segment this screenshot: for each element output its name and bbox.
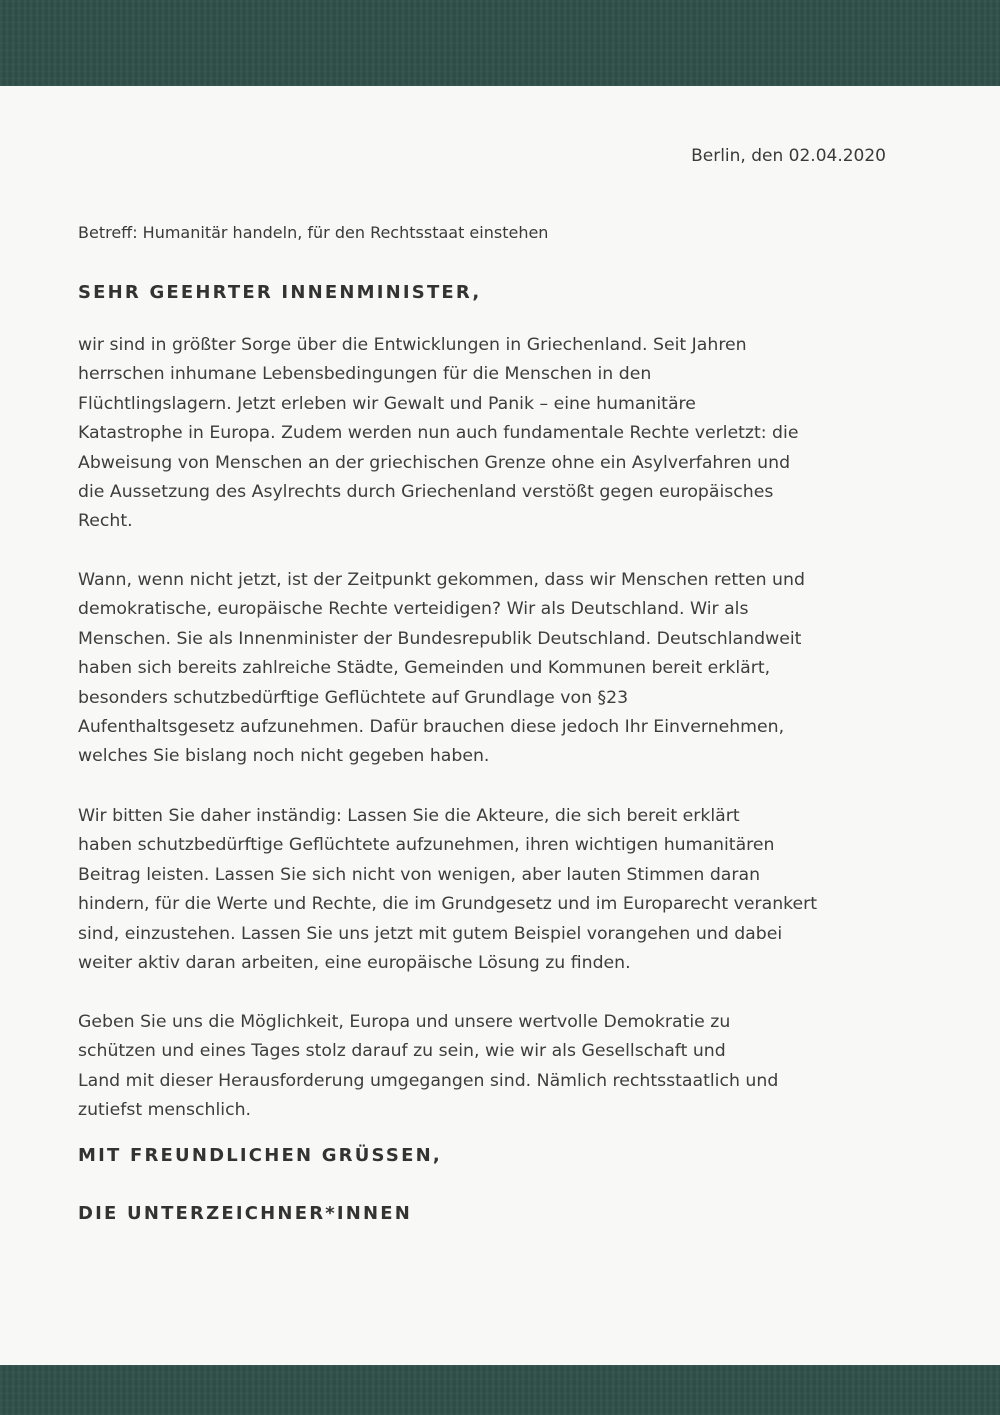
- body-paragraph-2: [78, 566, 878, 772]
- paragraph-line: Geben Sie uns die Möglichkeit, Europa und unsere wertvolle Demokratie zu: [78, 1012, 731, 1032]
- paragraph-line: Menschen. Sie als Innenminister der Bundesrepublik Deutschland. Deutschlandweit: [78, 628, 802, 649]
- paragraph-line: herrschen inhumane Lebensbedingungen für die Menschen in den: [78, 364, 652, 385]
- paragraph-line: Katastrophe in Europa. Zudem werden nun auch fundamentale Rechte verletzt: die: [78, 423, 799, 444]
- signature-heading: DIE UNTERZEICHNER*INNEN: [78, 1203, 413, 1224]
- closing-heading: MIT FREUNDLICHEN GRÜSSEN,: [78, 1145, 442, 1166]
- paragraph-line: schützen und eines Tages stolz darauf zu sein, wie wir als Gesellschaft und: [78, 1041, 726, 1062]
- paragraph-line: Land mit dieser Herausforderung umgegangen sind. Nämlich rechtsstaatlich und: [78, 1070, 779, 1091]
- paragraph-line: welches Sie bislang noch nicht gegeben haben.: [78, 746, 490, 767]
- paragraph-line: besonders schutzbedürftige Geflüchtete auf Grundlage von §23: [78, 687, 629, 708]
- paragraph-line: die Aussetzung des Asylrechts durch Griechenland verstößt gegen europäisches: [78, 482, 774, 503]
- paragraph-line: Aufenthaltsgesetz aufzunehmen. Dafür brauchen diese jedoch Ihr Einvernehmen,: [78, 717, 785, 738]
- paragraph-line: sind, einzustehen. Lassen Sie uns jetzt mit gutem Beispiel vorangehen und dabei: [78, 923, 783, 944]
- paragraph-line: hindern, für die Werte und Rechte, die im Grundgesetz und im Europarecht verankert: [78, 894, 818, 915]
- top-decorative-band: [0, 0, 1000, 86]
- paragraph-line: demokratische, europäische Rechte verteidigen? Wir als Deutschland. Wir als: [78, 599, 749, 620]
- paragraph-line: weiter aktiv daran arbeiten, eine europäische Lösung zu finden.: [78, 953, 631, 974]
- paragraph-line: zutiefst menschlich.: [78, 1100, 252, 1121]
- paragraph-line: haben schutzbedürftige Geflüchtete aufzunehmen, ihren wichtigen humanitären: [78, 835, 775, 856]
- paragraph-line: Beitrag leisten. Lassen Sie sich nicht von wenigen, aber lauten Stimmen daran: [78, 864, 761, 885]
- paragraph-line: haben sich bereits zahlreiche Städte, Gemeinden und Kommunen bereit erklärt,: [78, 658, 771, 679]
- paragraph-line: Wir bitten Sie daher inständig: Lassen Sie die Akteure, die sich bereit erklärt: [78, 806, 740, 826]
- paragraph-line: wir sind in größter Sorge über die Entwicklungen in Griechenland. Seit Jahren: [78, 335, 747, 355]
- body-paragraph-3: [78, 802, 878, 978]
- paragraph-line: Recht.: [78, 511, 133, 532]
- body-paragraph-4: [78, 1008, 878, 1126]
- letter-subject: Betreff: Humanitär handeln, für den Rechtsstaat einstehen: [78, 223, 549, 242]
- body-paragraph-1: [78, 331, 878, 537]
- paragraph-line: Flüchtlingslagern. Jetzt erleben wir Gewalt und Panik – eine humanitäre: [78, 393, 696, 414]
- bottom-decorative-band: [0, 1365, 1000, 1415]
- letter-date: Berlin, den 02.04.2020: [691, 146, 886, 166]
- paragraph-line: Abweisung von Menschen an der griechischen Grenze ohne ein Asylverfahren und: [78, 452, 791, 473]
- paragraph-line: Wann, wenn nicht jetzt, ist der Zeitpunkt gekommen, dass wir Menschen retten und: [78, 570, 805, 590]
- salutation-heading: SEHR GEEHRTER INNENMINISTER,: [78, 282, 482, 303]
